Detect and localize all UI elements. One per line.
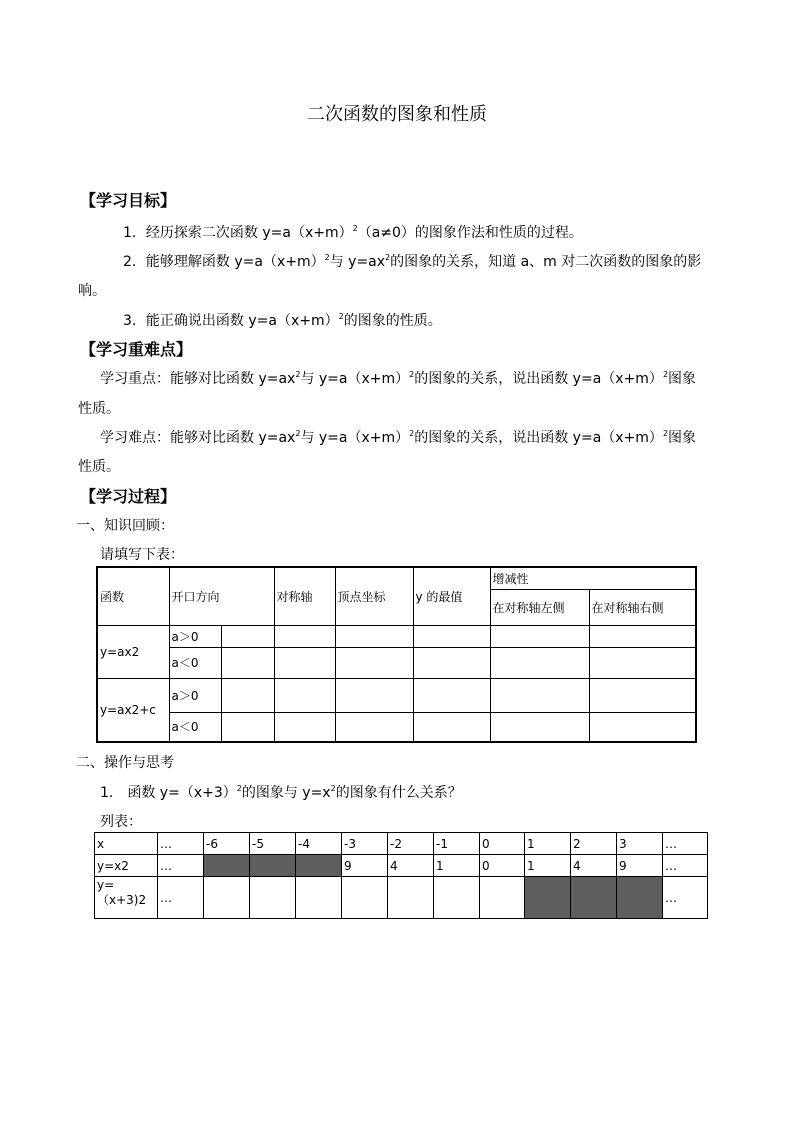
cell-x: 3 xyxy=(617,833,663,855)
cell-y1: … xyxy=(158,855,204,877)
shaded-cell xyxy=(250,855,296,877)
answer-cell[interactable] xyxy=(490,712,589,742)
condition-a-negative: a＜0 xyxy=(169,647,221,678)
process-heading: 【学习过程】 xyxy=(80,487,177,506)
cell-y1: 9 xyxy=(342,855,388,877)
answer-cell[interactable] xyxy=(589,625,696,647)
answer-cell[interactable] xyxy=(335,712,413,742)
cell-y1: 4 xyxy=(571,855,617,877)
answer-cell[interactable] xyxy=(490,678,589,712)
answer-cell[interactable] xyxy=(335,647,413,678)
answer-cell[interactable] xyxy=(490,647,589,678)
cell-y1: 0 xyxy=(480,855,525,877)
header-right-of-axis: 在对称轴右侧 xyxy=(589,589,696,625)
answer-cell[interactable] xyxy=(274,678,335,712)
cell-x: -2 xyxy=(388,833,434,855)
answer-cell[interactable] xyxy=(221,625,274,647)
answer-cell[interactable] xyxy=(296,877,342,919)
answer-cell[interactable] xyxy=(413,647,490,678)
fill-prompt: 请填写下表： xyxy=(100,547,184,563)
answer-cell[interactable] xyxy=(413,712,490,742)
answer-cell[interactable] xyxy=(250,877,296,919)
shaded-cell xyxy=(617,877,663,919)
header-extremum: y 的最值 xyxy=(413,567,490,625)
goal-item-3: 3．能正确说出函数 $y=a(x+m)^2$的图象的性质。 xyxy=(123,312,442,329)
difficulty-text-cont: 性质。 xyxy=(78,459,120,475)
answer-cell[interactable] xyxy=(490,625,589,647)
answer-cell[interactable] xyxy=(589,678,696,712)
answer-cell[interactable] xyxy=(274,647,335,678)
answer-cell[interactable] xyxy=(274,625,335,647)
goal-item-1: 1．经历探索二次函数 $y=a(x+m)^2(a\ne 0)$的图象作法和性质的过程。 xyxy=(123,224,583,241)
header-left-of-axis: 在对称轴左侧 xyxy=(490,589,589,625)
cell-y2: … xyxy=(663,877,708,919)
condition-a-positive: a＞0 xyxy=(169,678,221,712)
cell-y1: 1 xyxy=(525,855,571,877)
goals-heading: 【学习目标】 xyxy=(80,191,177,210)
shaded-cell xyxy=(296,855,342,877)
cell-x: 0 xyxy=(480,833,525,855)
operate-heading: 二、操作与思考 xyxy=(76,755,174,771)
header-axis: 对称轴 xyxy=(274,567,335,625)
cell-x: … xyxy=(158,833,204,855)
cell-y1: 4 xyxy=(388,855,434,877)
cell-x: -5 xyxy=(250,833,296,855)
cell-y1: 9 xyxy=(617,855,663,877)
answer-cell[interactable] xyxy=(335,678,413,712)
keypoints-heading: 【学习重难点】 xyxy=(80,340,193,359)
list-label: 列表： xyxy=(100,814,142,830)
answer-cell[interactable] xyxy=(221,647,274,678)
cell-x: 2 xyxy=(571,833,617,855)
header-function: 函数 xyxy=(97,567,169,625)
header-opening: 开口方向 xyxy=(169,567,274,625)
answer-cell[interactable] xyxy=(413,625,490,647)
cell-x-label: x xyxy=(95,833,158,855)
goal-item-2-cont: 响。 xyxy=(78,283,106,299)
answer-cell[interactable] xyxy=(413,678,490,712)
review-heading: 一、知识回顾： xyxy=(76,518,174,534)
condition-a-positive: a＞0 xyxy=(169,625,221,647)
condition-a-negative: a＜0 xyxy=(169,712,221,742)
cell-x: 1 xyxy=(525,833,571,855)
goal-item-2: 2．能够理解函数 $y=a(x+m)^2$与 $y=ax^2$的图象的关系，知道 a、m 对二次函数的图象的影 xyxy=(123,253,702,270)
focus-text: 学习重点：能够对比函数 $y=ax^2$与 $y=a(x+m)^2$的图象的关系，说出函数 $y=a(x+m)^2$图象 xyxy=(100,370,697,387)
cell-y1: … xyxy=(663,855,708,877)
focus-text-cont: 性质。 xyxy=(78,401,120,417)
cell-x: -6 xyxy=(204,833,250,855)
row-label-ax2-plus-c: y=ax2+c xyxy=(97,678,169,742)
answer-cell[interactable] xyxy=(204,877,250,919)
answer-cell[interactable] xyxy=(342,877,388,919)
properties-table xyxy=(96,566,697,743)
header-vertex: 顶点坐标 xyxy=(335,567,413,625)
difficulty-text: 学习难点：能够对比函数 $y=ax^2$与 $y=a(x+m)^2$的图象的关系，说出函数 $y=a(x+m)^2$图象 xyxy=(100,429,697,446)
cell-x: -1 xyxy=(434,833,480,855)
cell-x: … xyxy=(663,833,708,855)
cell-y2-label: y= （x+3)2 xyxy=(95,877,158,919)
answer-cell[interactable] xyxy=(589,647,696,678)
answer-cell[interactable] xyxy=(434,877,480,919)
question-1: 1． 函数 $y=(x+3)^2$的图象与 $y=x^2$的图象有什么关系？ xyxy=(100,784,462,801)
shaded-cell xyxy=(571,877,617,919)
shaded-cell xyxy=(525,877,571,919)
answer-cell[interactable] xyxy=(274,712,335,742)
values-table xyxy=(94,832,708,919)
cell-y2: … xyxy=(158,877,204,919)
answer-cell[interactable] xyxy=(589,712,696,742)
answer-cell[interactable] xyxy=(221,712,274,742)
document-title: 二次函数的图象和性质 xyxy=(307,104,487,125)
cell-y1-label: y=x2 xyxy=(95,855,158,877)
answer-cell[interactable] xyxy=(221,678,274,712)
cell-y1: 1 xyxy=(434,855,480,877)
shaded-cell xyxy=(204,855,250,877)
answer-cell[interactable] xyxy=(335,625,413,647)
header-monotonicity: 增减性 xyxy=(490,567,696,589)
row-label-ax2: y=ax2 xyxy=(97,625,169,678)
cell-x: -4 xyxy=(296,833,342,855)
answer-cell[interactable] xyxy=(388,877,434,919)
answer-cell[interactable] xyxy=(480,877,525,919)
cell-x: -3 xyxy=(342,833,388,855)
